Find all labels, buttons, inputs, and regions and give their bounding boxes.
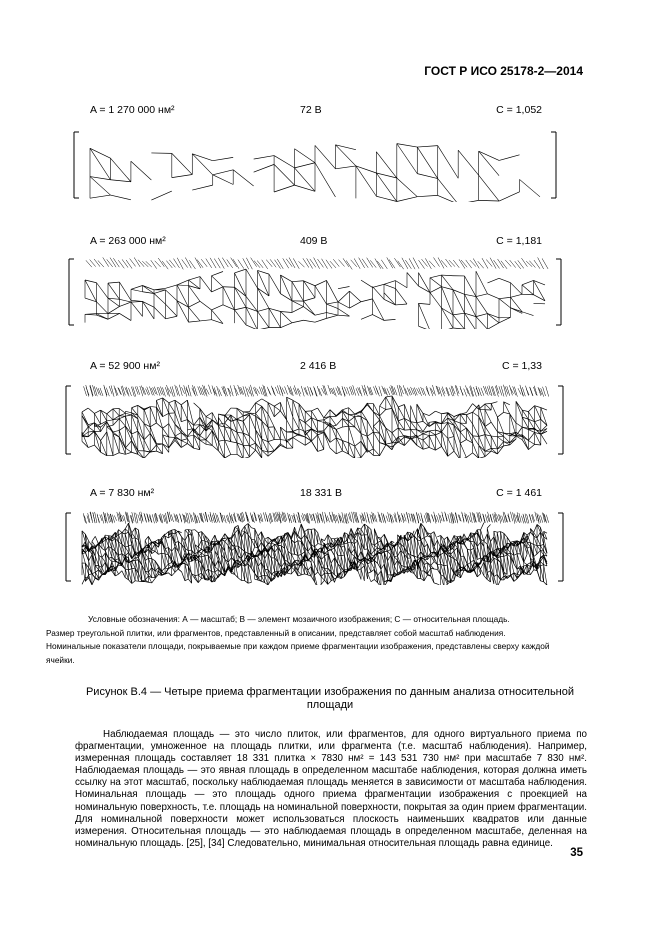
panel-1-area: A = 1 270 000 нм² [90, 104, 175, 116]
figure-legend [46, 613, 566, 667]
panel-4-relative: C = 1 461 [496, 487, 542, 499]
panel-3-relative: C = 1,33 [502, 360, 542, 372]
panel-2-count: 409 В [300, 235, 328, 247]
panel-2-relative: C = 1,181 [496, 235, 542, 247]
body-paragraph: Наблюдаемая площадь — это число плиток, или фрагментов, для одного виртуального приема по фрагментации, умноженное на площадь плитки, или фрагмента (т.е. масштаб наблюдения). Например, измеренная площадь составляет 18 331 плитка × 7830 нм² = 143 531 730 нм² при масштабе 7 830 нм². Наблюдаемая площадь — это явная площадь в определенном масштабе наблюдения, которая должна иметь ссылку на этот масштаб, поскольку наблюдаемая площадь меняется в зависимости от масштаба наблюдения. Номинальная площадь — это площадь одного приема фрагментации изображения с проекцией на номинальную поверхность, т.е. площадь на номинальной поверхности, покрытая за один прием фрагментации. Для номинальной поверхности может использоваться плоскость наименьших квадратов или данные измерения. Относительная площадь — это наблюдаемая площадь в определенном масштабе, деленная на номинальную площадь. [25], [34] Следовательно, минимальная относительная площадь равна единице. [75, 729, 587, 849]
legend-line-3: Номинальные показатели площади, покрываемые при каждом приеме фрагментации изображения, представлены сверху каждой ячейки. [46, 641, 550, 665]
legend-line-2: Размер треугольной плитки, или фрагментов, представленный в описании, представляет собой масштаб наблюдения. [46, 627, 506, 638]
panel-2-area: A = 263 000 нм² [90, 235, 166, 247]
page-number: 35 [570, 847, 583, 859]
panel-1-labels [90, 104, 542, 118]
panel-4-count: 18 331 В [300, 487, 343, 499]
standard-header: ГОСТ Р ИСО 25178-2—2014 [424, 64, 583, 78]
caption-line-2: площади [306, 699, 354, 711]
tiling-panel-3 [62, 380, 567, 458]
tiling-panel-1 [70, 126, 560, 202]
body-text [75, 729, 587, 850]
tiling-panel-4 [62, 507, 567, 585]
panel-4-labels [90, 487, 542, 501]
panel-1-relative: C = 1,052 [496, 104, 542, 116]
panel-1-count: 72 В [300, 104, 322, 116]
panel-3-area: A = 52 900 нм² [90, 360, 160, 372]
panel-3-labels [90, 360, 542, 374]
panel-3-count: 2 416 В [300, 360, 337, 372]
panel-2-labels [90, 235, 542, 249]
panel-4-area: A = 7 830 нм² [90, 487, 155, 499]
legend-line-1: Условные обозначения: А — масштаб; В — элемент мозаичного изображения; С — относительная площадь. [88, 614, 510, 624]
figure-caption [50, 686, 610, 712]
caption-line-1: Рисунок В.4 — Четыре приема фрагментации изображения по данным анализа относительной [85, 686, 575, 698]
tiling-panel-2 [65, 253, 565, 329]
